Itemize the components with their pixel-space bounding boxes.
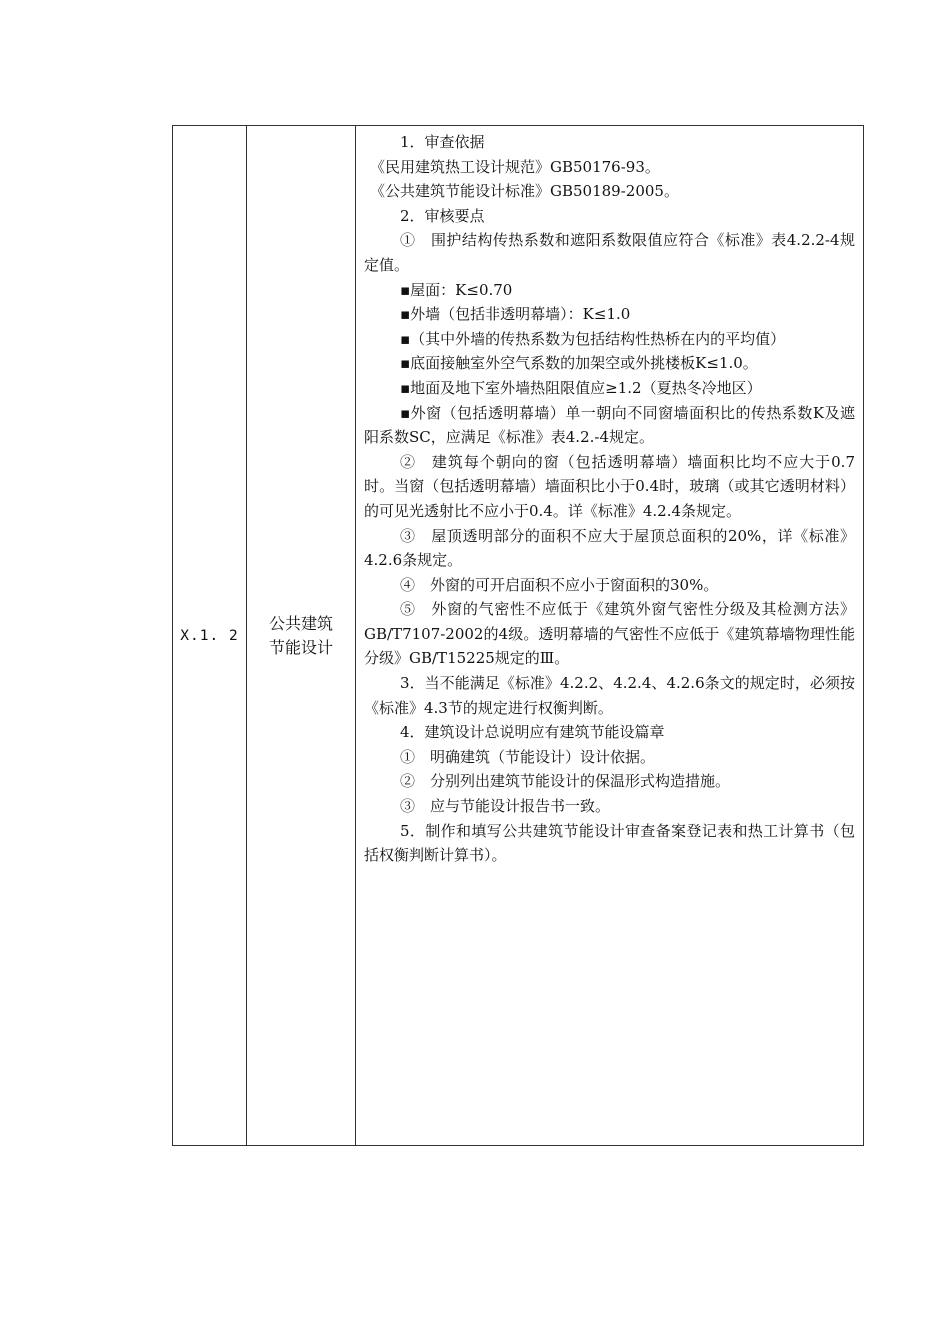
heading-design-notes: 4．建筑设计总说明应有建筑节能设篇章 bbox=[400, 723, 665, 742]
bullet-exterior-window: ▪外窗（包括透明幕墙）单一朝向不同窗墙面积比的传热系数K及遮阳系数SC，应满足《标准》表4.2.-4规定。 bbox=[364, 403, 855, 447]
heading-forms: 5．制作和填写公共建筑节能设计审查备案登记表和热工计算书（包括权衡判断计算书）。 bbox=[364, 821, 855, 865]
bullet-exterior-wall: ▪外墙（包括非透明幕墙）：K≤1.0 bbox=[400, 305, 631, 324]
heading-review-points: 2．审核要点 bbox=[400, 206, 485, 225]
point-1-envelope: ① 围护结构传热系数和遮阳系数限值应符合《标准》表4.2.2-4规定值。 bbox=[364, 231, 855, 274]
review-table bbox=[172, 125, 864, 1146]
bullet-wall-note: ▪（其中外墙的传热系数为包括结构性热桥在内的平均值） bbox=[400, 329, 786, 348]
design-note-3: ③ 应与节能设计报告书一致。 bbox=[400, 797, 611, 816]
table-row bbox=[173, 126, 864, 1146]
section-code: X.1. 2 bbox=[173, 126, 247, 1146]
design-note-2: ② 分别列出建筑节能设计的保温形式构造措施。 bbox=[400, 772, 731, 791]
standard-ref-gb50176: 《民用建筑热工设计规范》GB50176-93。 bbox=[370, 157, 660, 176]
heading-review-basis: 1．审查依据 bbox=[400, 133, 485, 151]
section-title bbox=[247, 126, 356, 1146]
point-3-roof-transparent: ③ 屋顶透明部分的面积不应大于屋顶总面积的20%，详《标准》4.2.6条规定。 bbox=[364, 526, 855, 570]
heading-tradeoff: 3．当不能满足《标准》4.2.2、4.2.4、4.2.6条文的规定时，必须按《标准》4.3节的规定进行权衡判断。 bbox=[364, 674, 855, 717]
bullet-ground-basement: ▪地面及地下室外墙热阻限值应≥1.2（夏热冬冷地区） bbox=[400, 378, 762, 397]
point-4-openable-area: ④ 外窗的可开启面积不应小于窗面积的30%。 bbox=[400, 575, 719, 594]
section-title-line-1: 公共建筑 bbox=[268, 613, 333, 633]
design-note-1: ① 明确建筑（节能设计）设计依据。 bbox=[400, 747, 656, 766]
bullet-roof: ▪屋面：K≤0.70 bbox=[400, 280, 513, 299]
standard-ref-gb50189: 《公共建筑节能设计标准》GB50189-2005。 bbox=[370, 182, 679, 201]
point-5-air-tightness: ⑤ 外窗的气密性不应低于《建筑外窗气密性分级及其检测方法》GB/T7107-2002的4级。透明幕墙的气密性不应低于《建筑幕墙物理性能分级》GB/T15225规定的Ⅲ。 bbox=[364, 600, 855, 668]
point-2-window-wall-ratio: ② 建筑每个朝向的窗（包括透明幕墙）墙面积比均不应大于0.7时。当窗（包括透明幕墙）墙面积比小于0.4时，玻璃（或其它透明材料）的可见光透射比不应小于0.4。详《标准》4.2.4条规定。 bbox=[364, 452, 855, 520]
bullet-floor-slab: ▪底面接触室外空气系数的加架空或外挑楼板K≤1.0。 bbox=[400, 354, 758, 373]
review-content bbox=[356, 126, 864, 1146]
section-title-line-2: 节能设计 bbox=[268, 637, 333, 657]
